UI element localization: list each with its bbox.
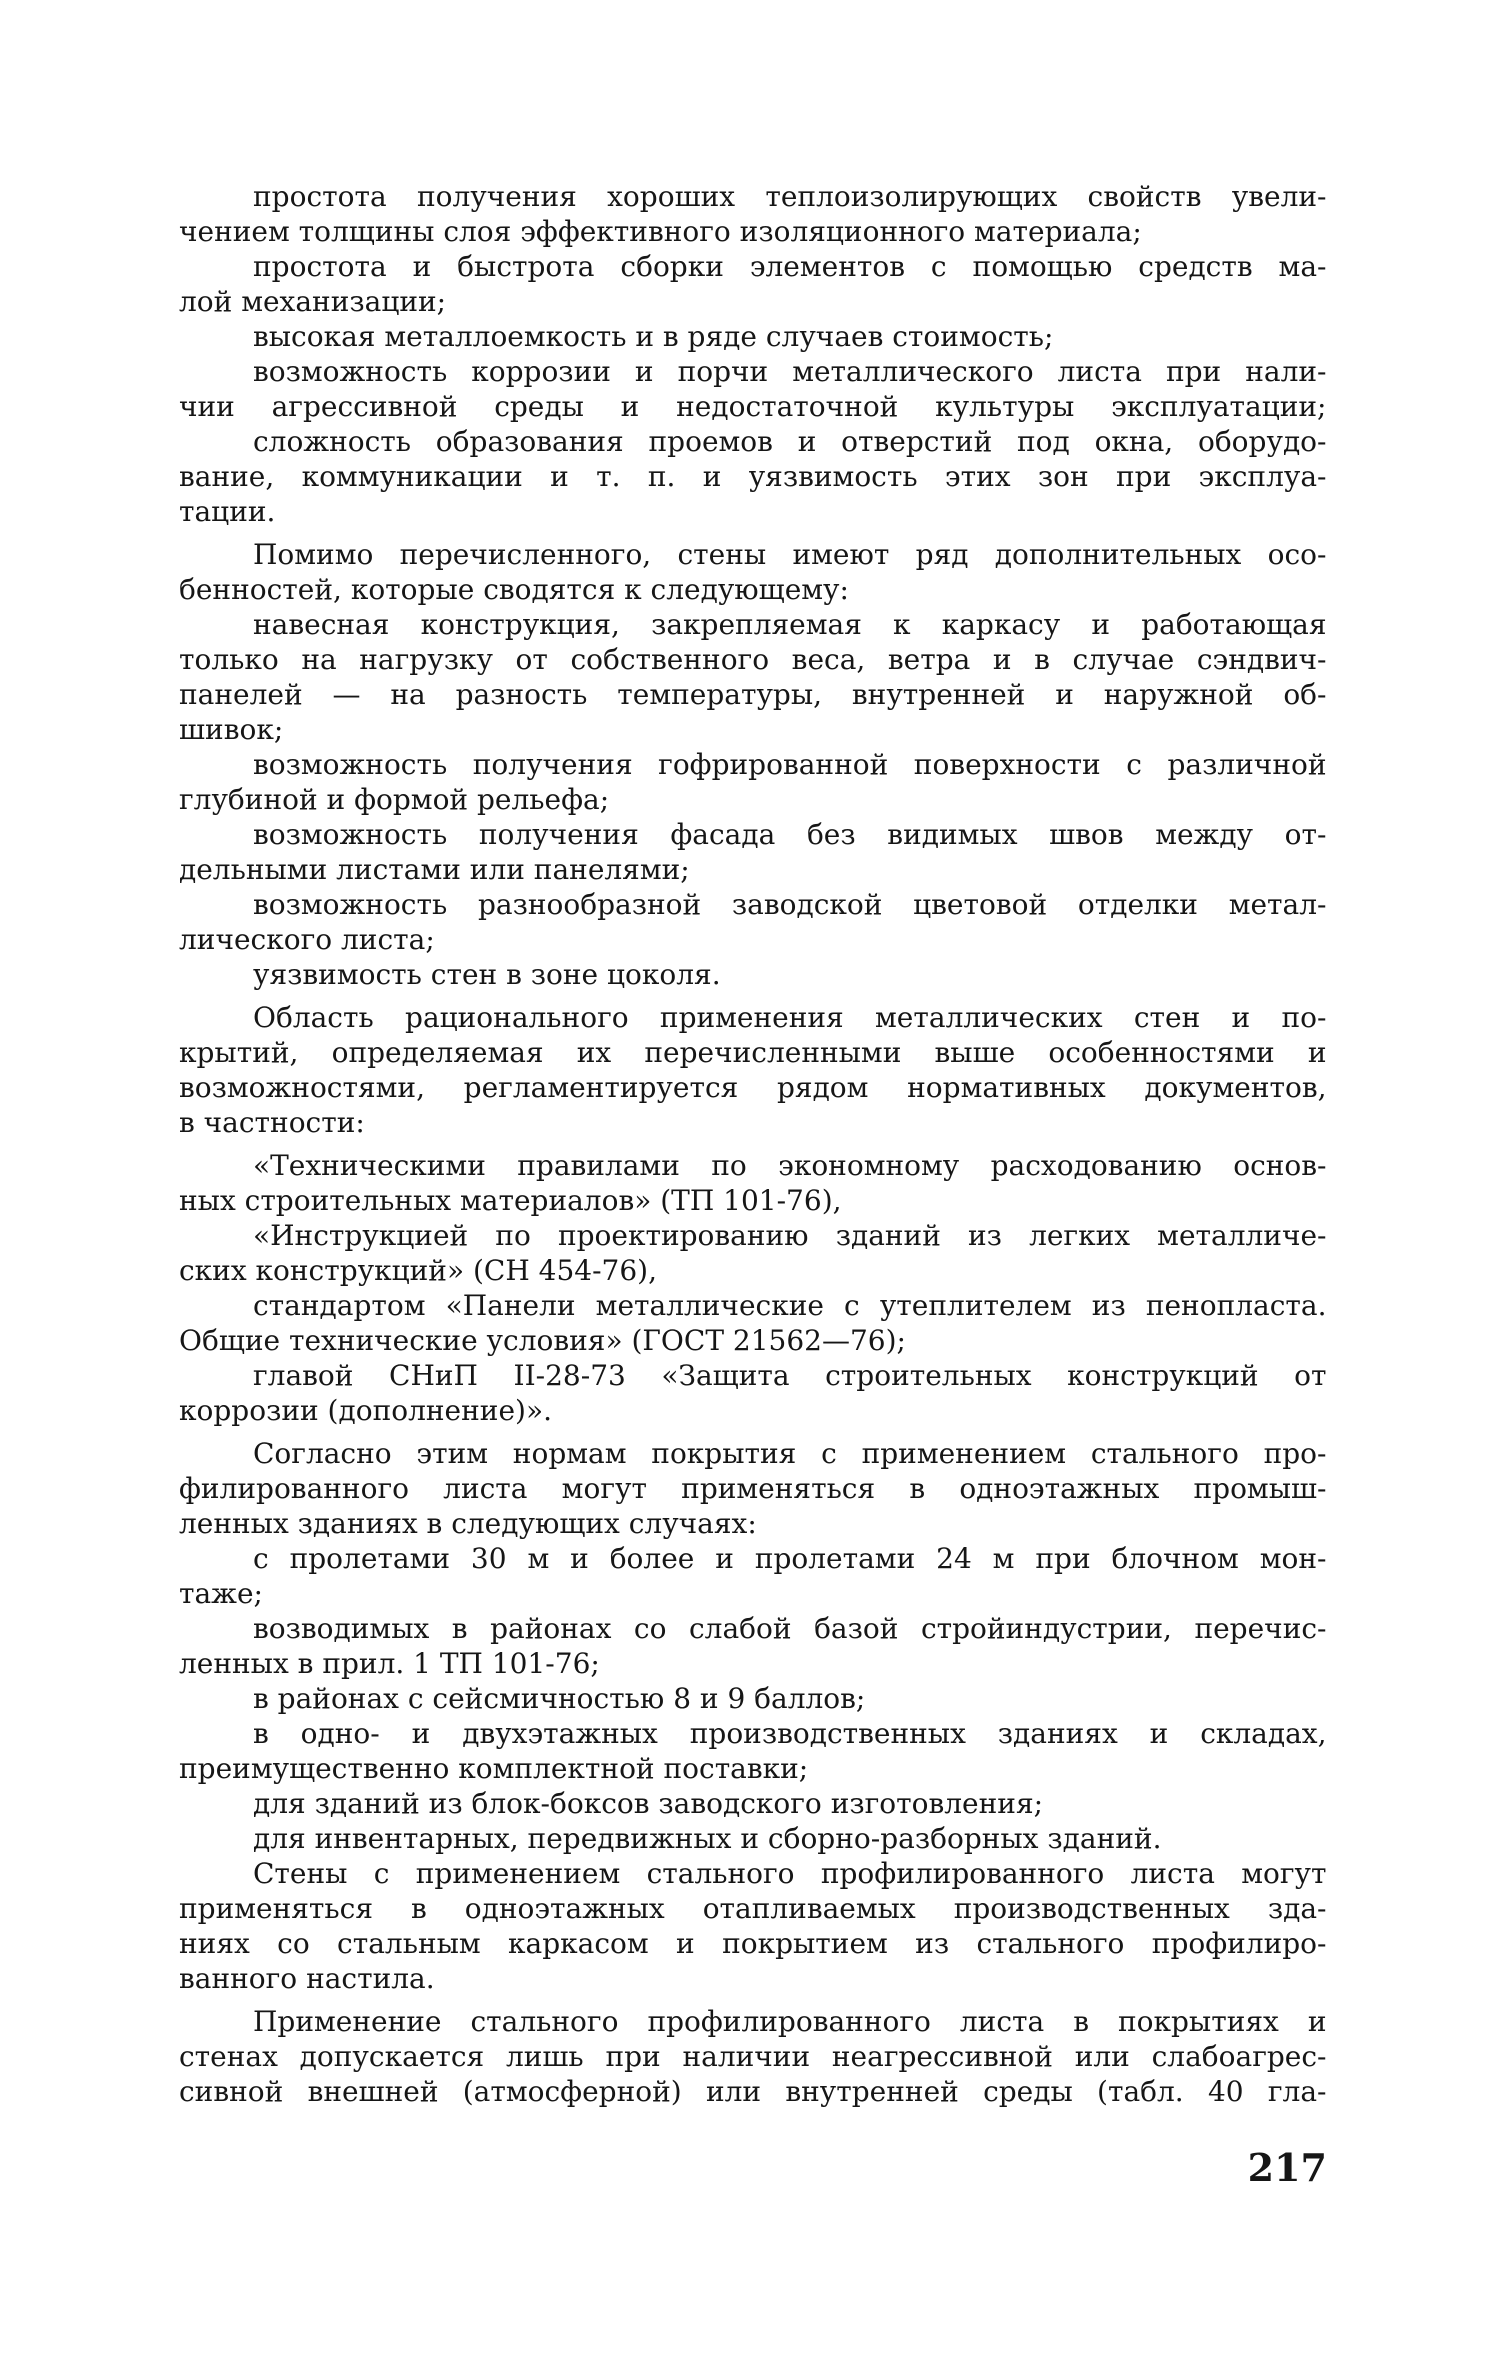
text-line: ных строительных материалов» (ТП 101-76), — [179, 1184, 842, 1217]
text-line: сивной внешней (атмосферной) или внутренней среды (табл. 40 гла- — [179, 2075, 1327, 2108]
text-line: сложность образования проемов и отверстий под окна, оборудо- — [253, 425, 1327, 458]
text-line: шивок; — [179, 713, 284, 746]
text-line: Область рационального применения металлических стен и по- — [253, 1001, 1327, 1034]
text-line: ленных в прил. 1 ТП 101-76; — [179, 1647, 600, 1680]
text-line: Применение стального профилированного листа в покрытиях и — [253, 2005, 1327, 2038]
text-line: главой СНиП II-28-73 «Защита строительных конструкций от — [253, 1359, 1327, 1392]
text-line: возможность получения фасада без видимых швов между от- — [253, 818, 1327, 851]
text-line: чии агрессивной среды и недостаточной культуры эксплуатации; — [179, 390, 1327, 423]
text-line: Согласно этим нормам покрытия с применением стального про- — [253, 1437, 1327, 1470]
text-line: панелей — на разность температуры, внутренней и наружной об- — [179, 678, 1327, 711]
text-line: «Техническими правилами по экономному расходованию основ- — [253, 1149, 1327, 1182]
text-line: только на нагрузку от собственного веса, ветра и в случае сэндвич- — [179, 643, 1327, 676]
text-line: для зданий из блок-боксов заводского изготовления; — [253, 1787, 1044, 1820]
text-line: ленных зданиях в следующих случаях: — [179, 1507, 757, 1540]
text-line: возможность получения гофрированной поверхности с различной — [253, 748, 1327, 781]
text-line: в одно- и двухэтажных производственных зданиях и складах, — [253, 1717, 1327, 1750]
text-line: Стены с применением стального профилированного листа могут — [253, 1857, 1327, 1890]
text-line: высокая металлоемкость и в ряде случаев стоимость; — [253, 320, 1054, 353]
text-line: бенностей, которые сводятся к следующему: — [179, 573, 849, 606]
text-line: ванного настила. — [179, 1962, 435, 1995]
text-line: таже; — [179, 1577, 263, 1610]
text-line: Общие технические условия» (ГОСТ 21562—76); — [179, 1324, 906, 1357]
text-line: вание, коммуникации и т. п. и уязвимость этих зон при эксплуа- — [179, 460, 1327, 493]
text-line: стенах допускается лишь при наличии неагрессивной или слабоагрес- — [179, 2040, 1327, 2073]
text-line: в районах с сейсмичностью 8 и 9 баллов; — [253, 1682, 866, 1715]
text-line: возможностями, регламентируется рядом нормативных документов, — [179, 1071, 1327, 1104]
text-line: чением толщины слоя эффективного изоляционного материала; — [179, 215, 1142, 248]
text-line: ниях со стальным каркасом и покрытием из стального профилиро- — [179, 1927, 1327, 1960]
text-line: тации. — [179, 495, 276, 528]
text-line: применяться в одноэтажных отапливаемых производственных зда- — [179, 1892, 1327, 1925]
text-line: преимущественно комплектной поставки; — [179, 1752, 809, 1785]
text-line: глубиной и формой рельефа; — [179, 783, 610, 816]
text-line: навесная конструкция, закрепляемая к каркасу и работающая — [253, 608, 1327, 641]
text-line: «Инструкцией по проектированию зданий из легких металличе- — [253, 1219, 1327, 1252]
text-line: крытий, определяемая их перечисленными выше особенностями и — [179, 1036, 1327, 1069]
text-line: возможность коррозии и порчи металлического листа при нали- — [253, 355, 1327, 388]
text-line: Помимо перечисленного, стены имеют ряд дополнительных осо- — [253, 538, 1327, 571]
text-line: с пролетами 30 м и более и пролетами 24 м при блочном мон- — [253, 1542, 1327, 1575]
text-line: простота получения хороших теплоизолирующих свойств увели- — [253, 180, 1327, 213]
text-line: коррозии (дополнение)». — [179, 1394, 552, 1427]
text-line: ских конструкций» (СН 454-76), — [179, 1254, 658, 1287]
text-line: лой механизации; — [179, 285, 447, 318]
text-line: дельными листами или панелями; — [179, 853, 690, 886]
body-text — [179, 179, 1327, 2109]
text-line: простота и быстрота сборки элементов с помощью средств ма- — [253, 250, 1327, 283]
text-line: уязвимость стен в зоне цоколя. — [253, 958, 721, 991]
text-line: для инвентарных, передвижных и сборно-разборных зданий. — [253, 1822, 1162, 1855]
text-line: возводимых в районах со слабой базой стройиндустрии, перечис- — [253, 1612, 1327, 1645]
text-line: лического листа; — [179, 923, 435, 956]
page-number: 217 — [1247, 2145, 1327, 2190]
text-line: в частности: — [179, 1106, 365, 1139]
text-line: возможность разнообразной заводской цветовой отделки метал- — [253, 888, 1327, 921]
text-line: филированного листа могут применяться в одноэтажных промыш- — [179, 1472, 1327, 1505]
text-line: стандартом «Панели металлические с утеплителем из пенопласта. — [253, 1289, 1327, 1322]
